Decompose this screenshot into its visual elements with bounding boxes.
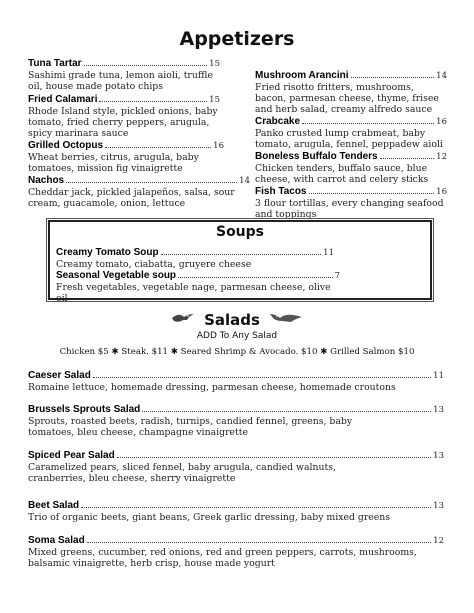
item-name: Beet Salad [28, 500, 80, 511]
menu-item [255, 70, 447, 115]
soups-box [48, 220, 432, 304]
menu-item [255, 186, 447, 220]
item-name: Fried Calamari [28, 94, 98, 105]
item-description: Sprouts, roasted beets, radish, turnips, candied fennel, greens, baby tomatoes, bleu cheese, champagne vinaigrette [28, 416, 353, 438]
item-description: Rhode Island style, pickled onions, baby tomato, fried cherry peppers, arugula, spicy marinara sauce [28, 106, 218, 139]
menu-item [28, 94, 220, 139]
item-price: 14 [436, 71, 447, 81]
item-name: Brussels Sprouts Salad [28, 404, 141, 415]
menu-item [56, 270, 340, 304]
menu-item [28, 58, 220, 92]
item-description: Cheddar jack, pickled jalapeños, salsa, sour cream, guacamole, onion, lettuce [28, 187, 235, 209]
item-description: Fried risotto fritters, mushrooms, bacon, parmesan cheese, thyme, frisee and herb salad, creamy alfredo sauce [255, 82, 439, 115]
item-name: Seasonal Vegetable soup [56, 270, 177, 281]
item-description: Caramelized pears, sliced fennel, baby arugula, candied walnuts, cranberries, bleu cheese, sherry vinaigrette [28, 462, 336, 484]
menu-item [56, 247, 334, 270]
item-price: 15 [209, 59, 220, 69]
item-price: 11 [323, 248, 334, 258]
bird-icon [269, 310, 303, 329]
item-price: 16 [436, 117, 447, 127]
appetizers-heading: Appetizers [179, 28, 295, 50]
soups-heading: Soups [215, 224, 265, 240]
add-title: ADD To Any Salad [196, 331, 278, 341]
item-description: Trio of organic beets, giant beans, Greek garlic dressing, baby mixed greens [28, 512, 391, 523]
item-description: Mixed greens, cucumber, red onions, red and green peppers, carrots, mushrooms, balsamic vinaigrette, herb crisp, house made yogurt [28, 547, 417, 569]
item-name: Mushroom Arancini [255, 70, 349, 81]
item-price: 16 [213, 141, 224, 151]
item-description: Sashimi grade tuna, lemon aioli, truffle oil, house made potato chips [28, 70, 213, 92]
item-price: 12 [433, 536, 444, 546]
item-description: Fresh vegetables, vegetable nage, parmesan cheese, olive oil [56, 282, 331, 304]
item-description: 3 flour tortillas, every changing seafood and toppings [255, 198, 444, 220]
menu-item [28, 140, 224, 174]
item-name: Tuna Tartar [28, 58, 82, 69]
item-price: 13 [433, 501, 444, 511]
item-price: 13 [433, 405, 444, 415]
menu-item [28, 370, 444, 393]
item-description: Wheat berries, citrus, arugula, baby tomatoes, mission fig vinaigrette [28, 152, 199, 174]
menu-item [255, 116, 447, 150]
item-description: Panko crusted lump crabmeat, baby tomato, arugula, fennel, peppadew aioli [255, 128, 443, 150]
item-price: 11 [433, 371, 444, 381]
item-name: Fish Tacos [255, 186, 307, 197]
item-name: Grilled Octopus [28, 140, 104, 151]
item-name: Crabcake [255, 116, 301, 127]
menu-item [255, 151, 447, 185]
item-description: Chicken tenders, buffalo sauce, blue cheese, with carrot and celery sticks [255, 163, 429, 185]
item-name: Caeser Salad [28, 370, 91, 381]
menu-item [28, 535, 444, 569]
item-price: 15 [209, 95, 220, 105]
item-name: Boneless Buffalo Tenders [255, 151, 378, 162]
item-name: Creamy Tomato Soup [56, 247, 159, 258]
item-description: Romaine lettuce, homemade dressing, parmesan cheese, homemade croutons [28, 382, 396, 393]
item-name: Nachos [28, 175, 65, 186]
item-price: 12 [436, 152, 447, 162]
menu-item [28, 500, 444, 523]
add-line: Chicken $5 ✱ Steak. $11 ✱ Seared Shrimp & Avocado. $10 ✱ Grilled Salmon $10 [59, 347, 415, 357]
menu-item [28, 404, 444, 438]
menu-item [28, 450, 444, 484]
bird-icon [171, 310, 195, 329]
item-price: 16 [436, 187, 447, 197]
item-name: Soma Salad [28, 535, 85, 546]
item-price: 7 [334, 271, 340, 281]
salads-heading-row [0, 309, 474, 329]
menu-item [28, 175, 250, 209]
salads-heading: Salads [204, 310, 260, 329]
item-price: 14 [239, 176, 250, 186]
item-name: Spiced Pear Salad [28, 450, 115, 461]
item-description: Creamy tomato, ciabatta, gruyere cheese [56, 259, 252, 270]
item-price: 13 [433, 451, 444, 461]
